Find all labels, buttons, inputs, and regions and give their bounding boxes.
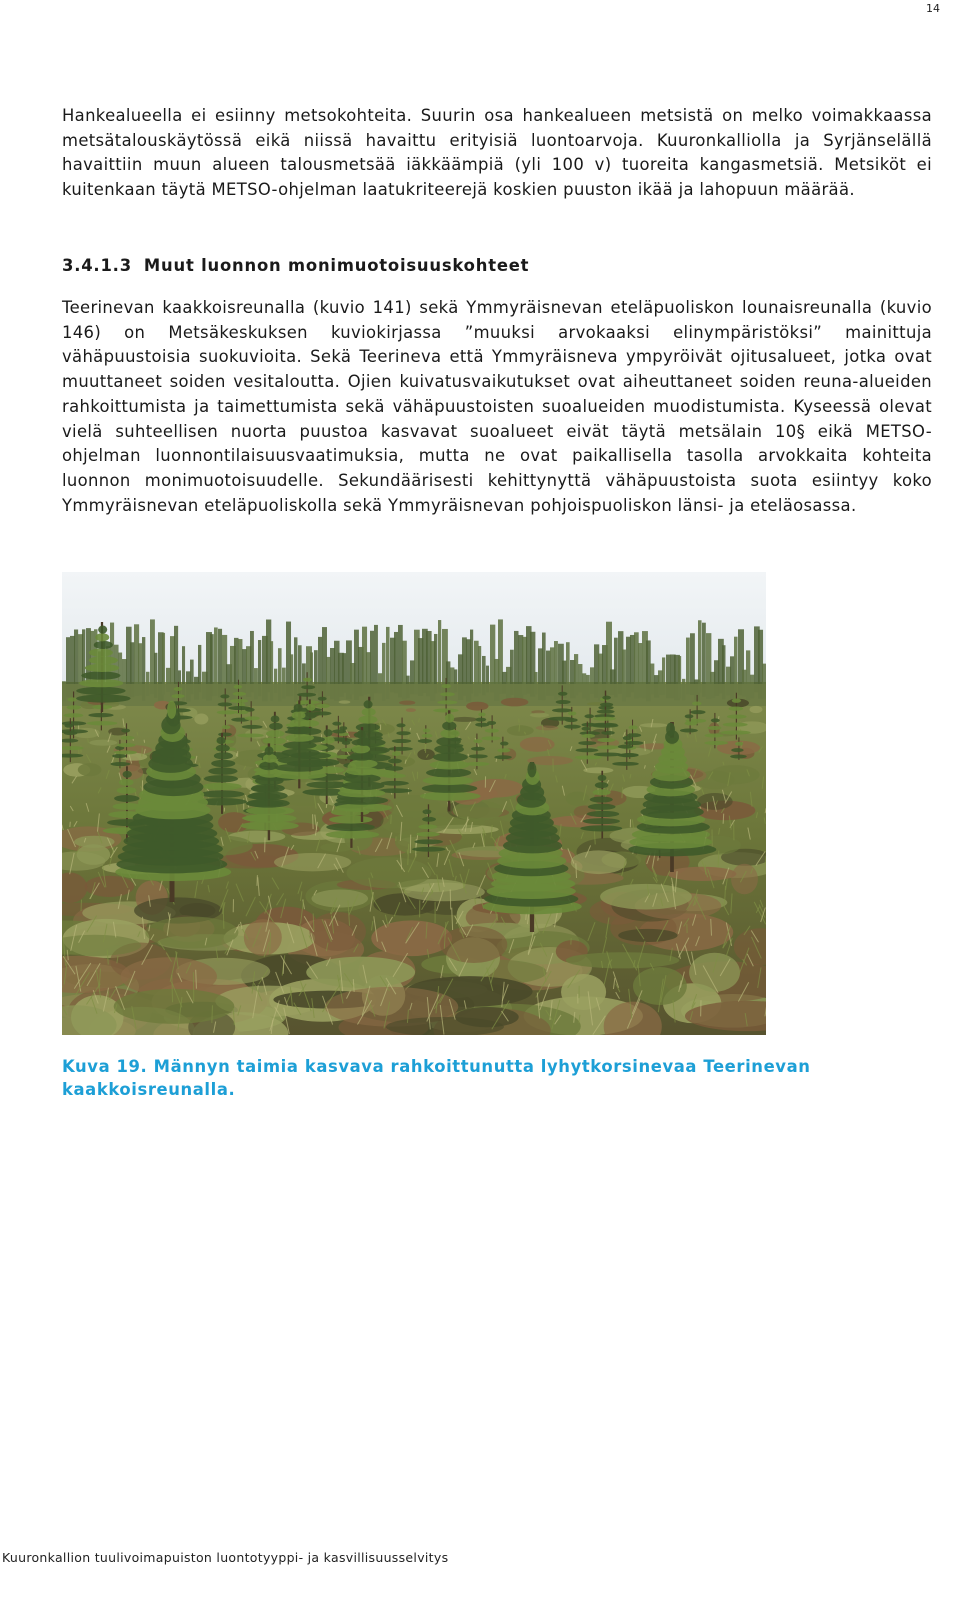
bog-photo xyxy=(62,572,766,1035)
intro-paragraph: Hankealueella ei esiinny metsokohteita. Suurin osa hankealueen metsistä on melko voimakkaassa metsätalouskäytössä eikä niissä havaittu erityisiä luontoarvoja. Kuuronkalliolla ja Syrjänselällä havaittiin muun alueen talousmetsää iäkkäämpiä (yli 100 v) tuoreita kangasmetsiä. Metsiköt ei kuitenkaan täytä METSO-ohjelman laatukriteerejä koskien puuston ikää ja lahopuun määrää. xyxy=(62,106,932,200)
bog-photo-illustration xyxy=(62,572,766,1035)
figure-caption: Kuva 19. Männyn taimia kasvava rahkoittunutta lyhytkorsinevaa Teerinevan kaakkoisreunalla. xyxy=(62,1057,811,1099)
page-number: 14 xyxy=(926,2,940,15)
page-footer: Kuuronkallion tuulivoimapuiston luontotyyppi- ja kasvillisuusselvitys xyxy=(2,1550,449,1565)
section-number: 3.4.1.3 xyxy=(62,256,132,275)
section-paragraph: Teerinevan kaakkoisreunalla (kuvio 141) sekä Ymmyräisnevan eteläpuoliskon lounaisreunalla (kuvio 146) on Metsäkeskuksen kuviokirjassa ”muuksi arvokaaksi elinympäristöksi” mainittuja vähäpuustoisia suokuvioita. Sekä Teerineva että Ymmyräisneva ympyröivät ojitusalueet, jotka ovat muuttaneet soiden vesitaloutta. Ojien kuivatusvaikutukset ovat aiheuttaneet soiden reuna-alueiden rahkoittumista ja taimettumista sekä vähäpuustoisten suoalueiden muodistumista. Kyseessä olevat vielä suhteellisen nuorta puustoa kasvavat suoalueet eivät täytä metsälain 10§ eikä METSO-ohjelman luonnontilaisuusvaatimuksia, mutta ne ovat paikallisella tasolla arvokkaita kohteita luonnon monimuotoisuudelle. Sekundäärisesti kehittynyttä vähäpuustoista suota esiintyy koko Ymmyräisnevan eteläpuoliskolla sekä Ymmyräisnevan pohjoispuoliskon länsi- ja eteläosassa. xyxy=(62,298,932,515)
section-heading xyxy=(62,256,529,275)
section-title: Muut luonnon monimuotoisuuskohteet xyxy=(143,256,530,275)
